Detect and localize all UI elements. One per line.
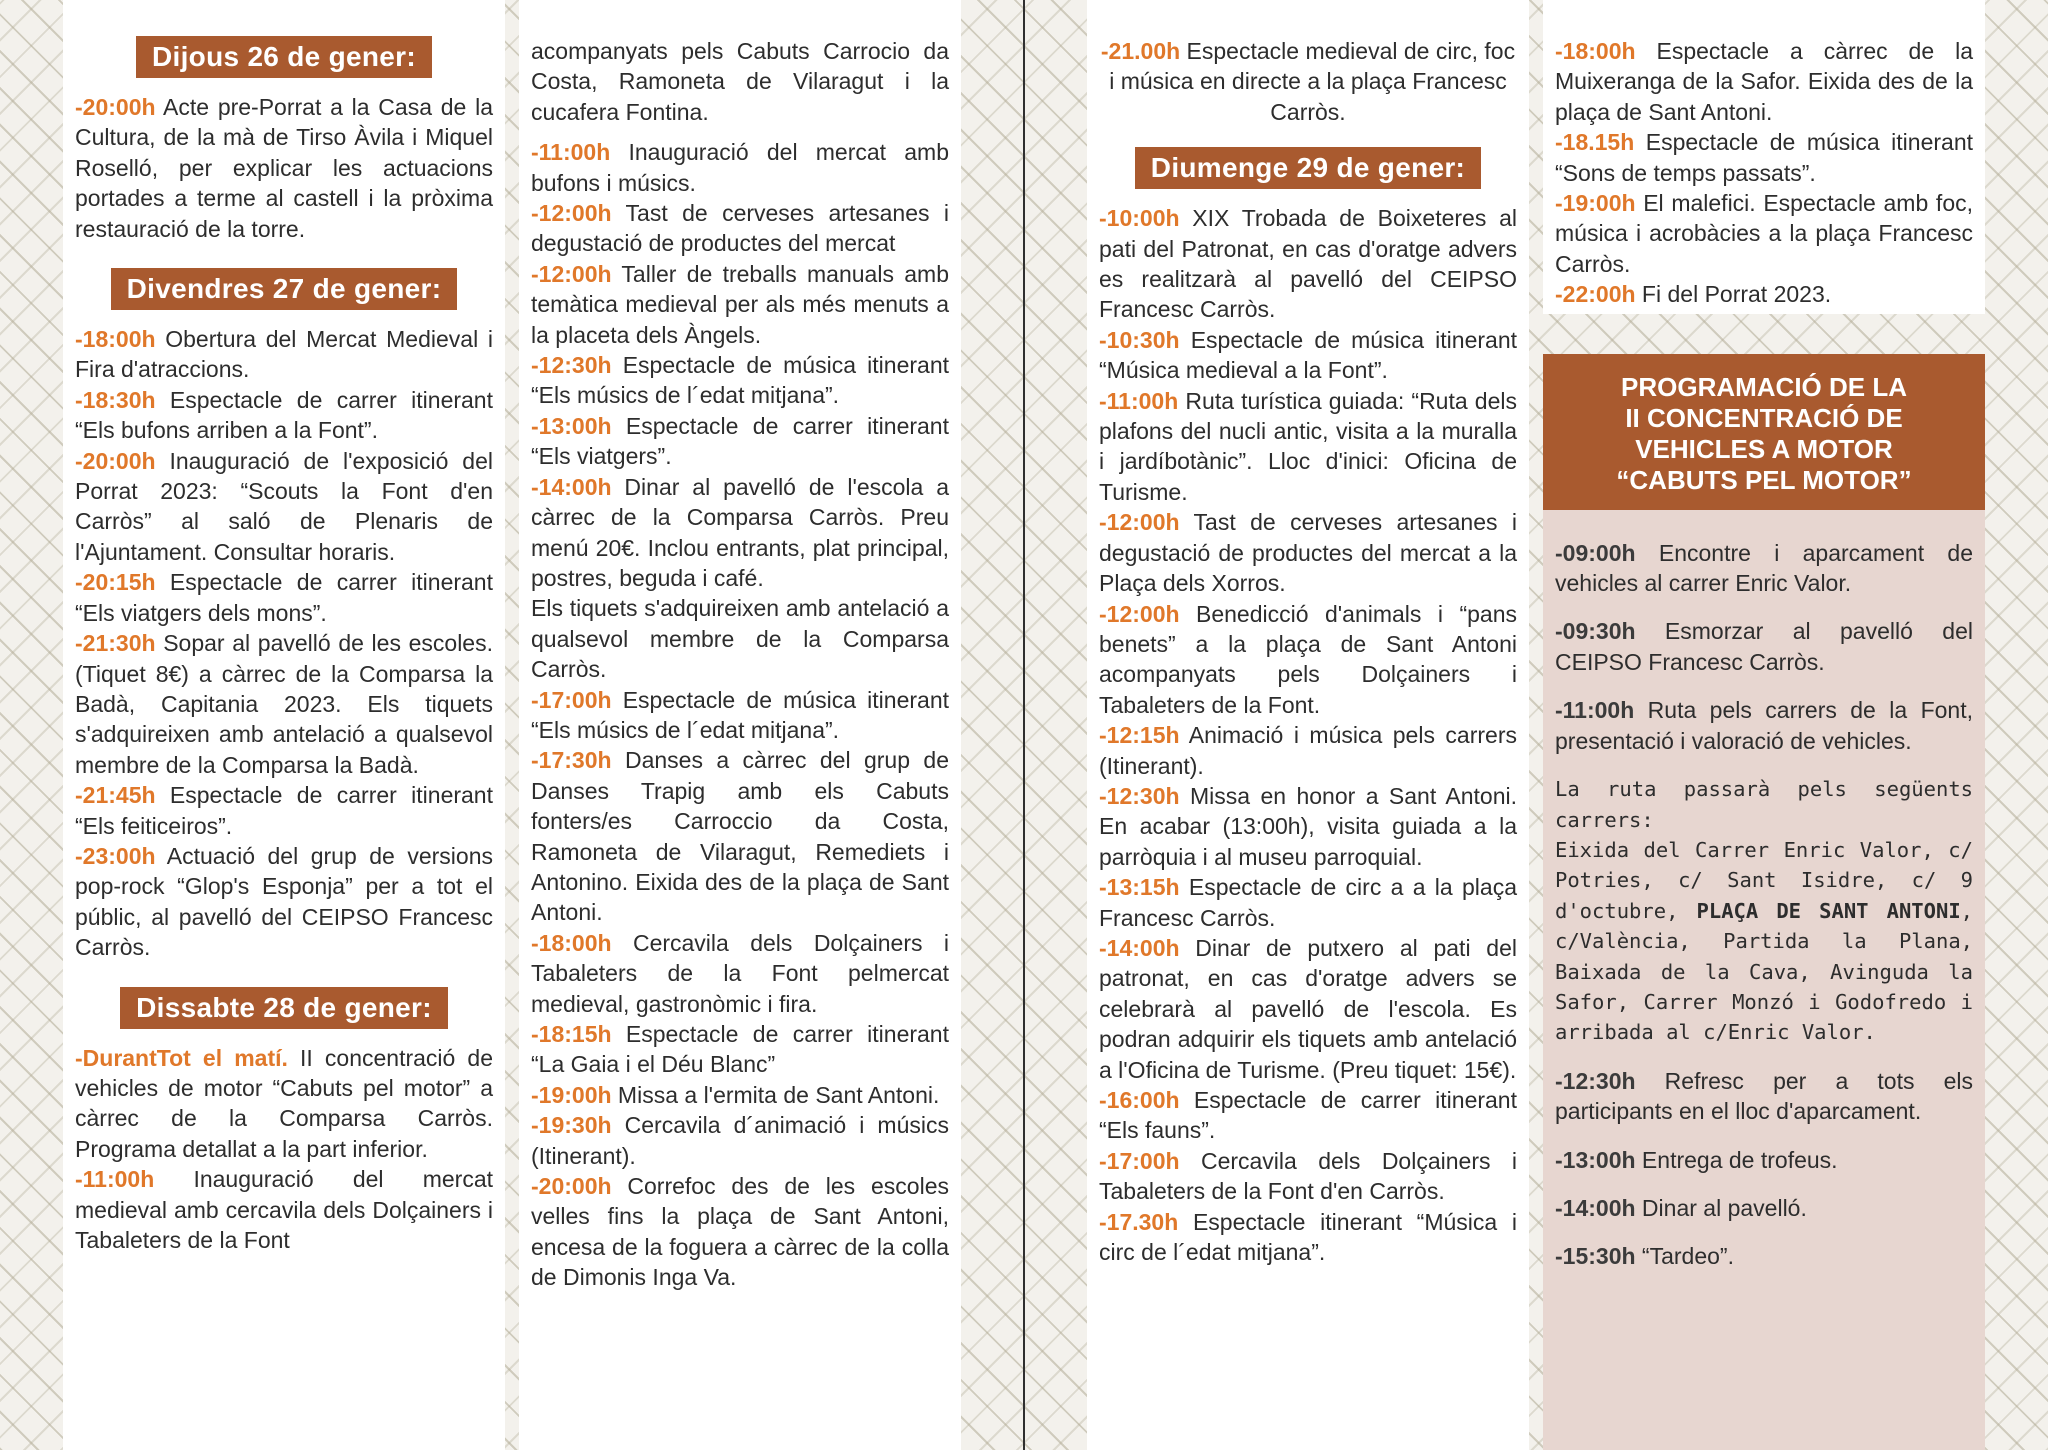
entry-text: Espectacle de música itinerant “Música medieval a la Font”. bbox=[1099, 326, 1517, 384]
entry-text: XIX Trobada de Boixeteres al pati del Patronat, en cas d'oratge advers es realitzarà al pavelló del CEIPSO Francesc Carròs. bbox=[1099, 205, 1517, 323]
entry-time: -18.15h bbox=[1555, 129, 1635, 156]
entry-time: -19:30h bbox=[531, 1112, 612, 1139]
entry-text: Sopar al pavelló de les escoles. (Tiquet 8€) a càrrec de la Comparsa la Badà, Capitania 2023. Els tiquets s'adquireixen amb antelació a qualsevol membre de la Comparsa la Badà. bbox=[75, 630, 493, 778]
schedule-entry bbox=[1099, 507, 1517, 598]
column-1 bbox=[63, 0, 505, 1450]
entry-text: Inauguració de l'exposició del Porrat 2023: “Scouts la Font d'en Carròs” al saló de Plenaris de l'Ajuntament. Consultar horaris. bbox=[75, 447, 493, 565]
entry-text: Refresc per a tots els participants en el lloc d'aparcament. bbox=[1555, 1067, 1973, 1125]
entry-text: Ruta turística guiada: “Ruta dels plafons del nucli antic, visita a la muralla i jardíbotànic”. Lloc d'inici: Oficina de Turisme. bbox=[1099, 387, 1517, 505]
entry-time: -20:00h bbox=[75, 94, 156, 120]
entry-time: -09:00h bbox=[1555, 539, 1636, 566]
route-intro: La ruta passarà pels següents carrers: bbox=[1555, 777, 1973, 832]
entry-text: Espectacle a càrrec de la Muixeranga de la Safor. Eixida des de la plaça de Sant Antoni. bbox=[1555, 38, 1973, 125]
entry-time: -23:00h bbox=[75, 842, 156, 869]
entry-text: El malefici. Espectacle amb foc, música i acrobàcies a la plaça Francesc Carròs. bbox=[1555, 190, 1973, 277]
schedule-entry bbox=[531, 472, 949, 594]
schedule-entry bbox=[531, 1019, 949, 1080]
entry-time: -18:00h bbox=[531, 929, 612, 956]
entry-time: -10:30h bbox=[1099, 326, 1180, 353]
schedule-entry bbox=[1099, 36, 1517, 127]
entry-time: -21:30h bbox=[75, 630, 156, 657]
day-header-thursday: Dijous 26 de gener: bbox=[136, 36, 432, 78]
entry-time: -12:00h bbox=[1099, 600, 1180, 627]
entry-text: Danses a càrrec del grup de Danses Trapig amb els Cabuts fonters/es Carroccio da Costa, Ramoneta de Vilaragut, Remediets i Antonino. Eixida des de la plaça de Sant Antoni. bbox=[531, 747, 949, 926]
entry-time: -11:00h bbox=[75, 1166, 155, 1193]
entry-text: Correfoc des de les escoles velles fins la plaça de Sant Antoni, encesa de la foguera a càrrec de la colla de Dimonis Inga Va. bbox=[531, 1173, 949, 1291]
schedule-entry bbox=[531, 745, 949, 927]
schedule-entry bbox=[75, 567, 493, 628]
entry-time: -12:30h bbox=[1099, 782, 1180, 809]
schedule-entry bbox=[75, 92, 493, 244]
entry-text: Dinar de putxero al pati del patronat, en cas d'oratge advers se celebrarà al pavelló de l'escola. Es podran adquirir els tiquets amb antelació a l'Oficina de Turisme. (Preu tiquet: 15€). bbox=[1099, 934, 1517, 1083]
route-highlight: PLAÇA DE SANT ANTONI bbox=[1696, 898, 1961, 923]
entry-text: Cercavila dels Dolçainers i Tabaleters de la Font pelmercat medieval, gastronòmic i fira. bbox=[531, 929, 949, 1017]
schedule-entry bbox=[1099, 720, 1517, 781]
schedule-entry bbox=[1555, 1066, 1973, 1127]
day-header-friday: Divendres 27 de gener: bbox=[111, 268, 458, 310]
entry-time: -18:00h bbox=[75, 326, 156, 353]
continued-text: acompanyats pels Cabuts Carrocio da Costa, Ramoneta de Vilaragut i la cucafera Fontina. bbox=[531, 38, 949, 125]
entry-time: -17:00h bbox=[1099, 1147, 1180, 1174]
route-part-1: Eixida del Carrer Enric Valor, c/ Potries, c/ Sant Isidre, c/ 9 d'octubre, bbox=[1555, 837, 1973, 923]
entry-time: -13:00h bbox=[531, 412, 612, 439]
schedule-entry bbox=[1099, 599, 1517, 721]
entry-time: -DurantTot el matí. bbox=[75, 1044, 288, 1071]
entry-time: -17:30h bbox=[531, 747, 612, 774]
entry-time: -18:30h bbox=[75, 386, 156, 413]
entry-time: -17:00h bbox=[531, 686, 612, 713]
entry-text: Espectacle de música itinerant “Els músics de l´edat mitjana”. bbox=[531, 352, 949, 409]
entry-time: -15:30h bbox=[1555, 1243, 1636, 1270]
entry-text: Tast de cerveses artesanes i degustació de productes del mercat bbox=[531, 200, 949, 257]
entry-text: Espectacle de carrer itinerant “La Gaia i el Déu Blanc” bbox=[531, 1021, 949, 1078]
entry-time: -17.30h bbox=[1099, 1208, 1179, 1235]
schedule-entry bbox=[75, 841, 493, 963]
schedule-entry bbox=[531, 1110, 949, 1171]
schedule-entry bbox=[1099, 872, 1517, 933]
schedule-entry bbox=[75, 780, 493, 841]
schedule-entry bbox=[75, 446, 493, 568]
schedule-entry bbox=[1555, 538, 1973, 599]
entry-time: -14:00h bbox=[1099, 934, 1180, 961]
schedule-entry bbox=[1099, 1085, 1517, 1146]
schedule-entry bbox=[1555, 188, 1973, 279]
schedule-entry bbox=[531, 1171, 949, 1293]
entry-time: -10:00h bbox=[1099, 205, 1180, 232]
schedule-entry bbox=[531, 928, 949, 1019]
entry-time: -20:15h bbox=[75, 569, 156, 596]
entry-text: Inauguració del mercat amb bufons i músics. bbox=[531, 139, 949, 196]
schedule-entry bbox=[531, 685, 949, 746]
schedule-entry bbox=[75, 324, 493, 385]
entry-time: -11:00h bbox=[1099, 387, 1179, 414]
schedule-entry bbox=[531, 350, 949, 411]
schedule-entry bbox=[1099, 1146, 1517, 1207]
entry-text: Animació i música pels carrers (Itinerant). bbox=[1099, 722, 1517, 779]
entry-time: -20:00h bbox=[75, 447, 156, 474]
schedule-entry bbox=[531, 137, 949, 198]
entry-time: -09:30h bbox=[1555, 618, 1636, 645]
entry-time: -21:45h bbox=[75, 782, 156, 809]
schedule-entry bbox=[531, 1080, 949, 1110]
schedule-entry bbox=[1555, 36, 1973, 127]
entry-time: -19:00h bbox=[1555, 190, 1636, 217]
entry-text: II concentració de vehicles de motor “Cabuts pel motor” a càrrec de la Comparsa Carròs. Programa detallat a la part inferior. bbox=[75, 1044, 493, 1162]
sunday-evening-list bbox=[1543, 0, 1985, 314]
entry-text: Espectacle de carrer itinerant “Els viatgers”. bbox=[531, 412, 949, 470]
schedule-entry bbox=[531, 198, 949, 259]
route-part-2: , c/València, Partida la Plana, Baixada de la Cava, Avinguda la Safor, Carrer Monzó i Godofredo i arribada al c/Enric Valor. bbox=[1555, 898, 1974, 1045]
entry-text: “Tardeo”. bbox=[1635, 1243, 1734, 1270]
entry-time: -18:15h bbox=[531, 1021, 612, 1047]
schedule-entry bbox=[1099, 781, 1517, 872]
entry-text: Espectacle de música itinerant “Sons de temps passats”. bbox=[1555, 129, 1973, 186]
column-2 bbox=[519, 0, 961, 1450]
schedule-entry bbox=[1099, 933, 1517, 1085]
title-line: “CABUTS PEL MOTOR” bbox=[1616, 464, 1912, 495]
entry-time: -12:00h bbox=[531, 260, 612, 287]
entry-text: Espectacle de carrer itinerant “Els feiticeiros”. bbox=[75, 782, 493, 839]
entry-time: -12:15h bbox=[1099, 722, 1180, 749]
entry-time: -13:00h bbox=[1555, 1146, 1636, 1173]
schedule-entry bbox=[1555, 1193, 1973, 1223]
entry-text: Benedicció d'animals i “pans benets” a la plaça de Sant Antoni acompanyats pels Dolçainers i Tabaleters de la Font. bbox=[1099, 600, 1517, 718]
day-header-saturday: Dissabte 28 de gener: bbox=[120, 987, 448, 1029]
entry-text: Espectacle medieval de circ, foc i música en directe a la plaça Francesc Carròs. bbox=[1109, 38, 1516, 125]
entry-time: -12:00h bbox=[1099, 509, 1180, 536]
entry-text: Esmorzar al pavelló del CEIPSO Francesc Carròs. bbox=[1555, 618, 1973, 675]
entry-time: -14:00h bbox=[531, 473, 612, 500]
entry-text: Missa a l'ermita de Sant Antoni. bbox=[611, 1081, 940, 1108]
schedule-entry bbox=[1555, 616, 1973, 677]
entry-text: Tast de cerveses artesanes i degustació de productes del mercat a la Plaça dels Xorros. bbox=[1099, 509, 1517, 597]
schedule-entry bbox=[531, 259, 949, 350]
entry-text: Acte pre-Porrat a la Casa de la Cultura, de la mà de Tirso Àvila i Miquel Roselló, per explicar les actuacions portades a terme al castell i la pròxima restauració de la torre. bbox=[75, 94, 493, 242]
entry-text: Espectacle de circ a a la plaça Francesc Carròs. bbox=[1099, 874, 1517, 931]
entry-time: -11:00h bbox=[531, 139, 611, 166]
entry-time: -12:30h bbox=[531, 352, 612, 379]
entry-time: -11:00h bbox=[1555, 697, 1635, 724]
entry-text: Missa en honor a Sant Antoni. En acabar (13:00h), visita guiada a la parròquia i al museu parroquial. bbox=[1099, 782, 1517, 870]
entry-time: -14:00h bbox=[1555, 1194, 1636, 1221]
entry-text: Taller de treballs manuals amb temàtica medieval per als més menuts a la placeta dels Àngels. bbox=[531, 260, 949, 348]
entry-time: -13:15h bbox=[1099, 874, 1180, 901]
schedule-entry bbox=[1555, 695, 1973, 756]
entry-time: -21.00h bbox=[1100, 38, 1181, 64]
schedule-entry bbox=[1555, 279, 1973, 309]
entry-text: Espectacle itinerant “Música i circ de l´edat mitjana”. bbox=[1099, 1208, 1517, 1266]
entry-text: Cercavila d´animació i músics (Itinerant). bbox=[531, 1112, 949, 1169]
title-line: PROGRAMACIÓ DE LA bbox=[1621, 371, 1907, 402]
column-3 bbox=[1087, 0, 1529, 1450]
schedule-entry bbox=[1099, 386, 1517, 508]
schedule-entry bbox=[1555, 1145, 1973, 1175]
entry-text: Dinar al pavelló. bbox=[1635, 1194, 1807, 1221]
route-description bbox=[1555, 774, 1973, 1048]
schedule-entry bbox=[1555, 127, 1973, 188]
car-rally-program bbox=[1543, 510, 1985, 1450]
entry-text: Actuació del grup de versions pop-rock “Glop's Esponja” per a tot el públic, al pavelló del CEIPSO Francesc Carròs. bbox=[75, 842, 493, 961]
entry-time: -19:00h bbox=[531, 1081, 612, 1108]
fold-line bbox=[1023, 0, 1025, 1450]
entry-text: Dinar al pavelló de l'escola a càrrec de la Comparsa Carròs. Preu menú 20€. Inclou entrants, plat principal, postres, beguda i café. bbox=[531, 473, 949, 591]
entry-text: Inauguració del mercat medieval amb cercavila dels Dolçainers i Tabaleters de la Font bbox=[75, 1166, 493, 1253]
entry-text: Fi del Porrat 2023. bbox=[1635, 281, 1832, 308]
schedule-entry bbox=[75, 385, 493, 446]
entry-text: Espectacle de carrer itinerant “Els viatgers dels mons”. bbox=[75, 569, 493, 626]
entry-time: -20:00h bbox=[531, 1173, 612, 1200]
schedule-entry bbox=[1555, 1241, 1973, 1271]
column-4 bbox=[1543, 0, 1985, 1450]
entry-time: -12:30h bbox=[1555, 1067, 1636, 1094]
entry-text: Obertura del Mercat Medieval i Fira d'atraccions. bbox=[75, 326, 493, 383]
entry-time: -22:00h bbox=[1555, 281, 1636, 308]
car-rally-title bbox=[1543, 354, 1985, 510]
entry-time: -18:00h bbox=[1555, 38, 1636, 64]
entry-time: -16:00h bbox=[1099, 1087, 1180, 1113]
schedule-entry bbox=[75, 1164, 493, 1255]
entry-text: Espectacle de música itinerant “Els músics de l´edat mitjana”. bbox=[531, 686, 949, 743]
title-line: II CONCENTRACIÓ DE bbox=[1625, 402, 1903, 433]
entry-text: Ruta pels carrers de la Font, presentació i valoració de vehicles. bbox=[1555, 697, 1973, 754]
entry-text: Espectacle de carrer itinerant “Els bufons arriben a la Font”. bbox=[75, 386, 493, 444]
schedule-entry bbox=[1099, 325, 1517, 386]
entry-text: Cercavila dels Dolçainers i Tabaleters de la Font d'en Carròs. bbox=[1099, 1147, 1517, 1205]
schedule-entry bbox=[531, 411, 949, 472]
schedule-entry bbox=[1099, 1207, 1517, 1268]
schedule-entry bbox=[75, 1043, 493, 1165]
entry-text: Entrega de trofeus. bbox=[1635, 1146, 1838, 1173]
entry-time: -12:00h bbox=[531, 200, 612, 227]
schedule-entry bbox=[75, 628, 493, 780]
title-line: VEHICLES A MOTOR bbox=[1635, 433, 1893, 464]
ticket-note: Els tiquets s'adquireixen amb antelació a qualsevol membre de la Comparsa Carròs. bbox=[531, 595, 949, 683]
schedule-entry bbox=[1099, 203, 1517, 325]
day-header-sunday: Diumenge 29 de gener: bbox=[1135, 147, 1481, 189]
entry-text: Encontre i aparcament de vehicles al carrer Enric Valor. bbox=[1555, 539, 1973, 597]
entry-text: Espectacle de carrer itinerant “Els fauns”. bbox=[1099, 1087, 1517, 1144]
